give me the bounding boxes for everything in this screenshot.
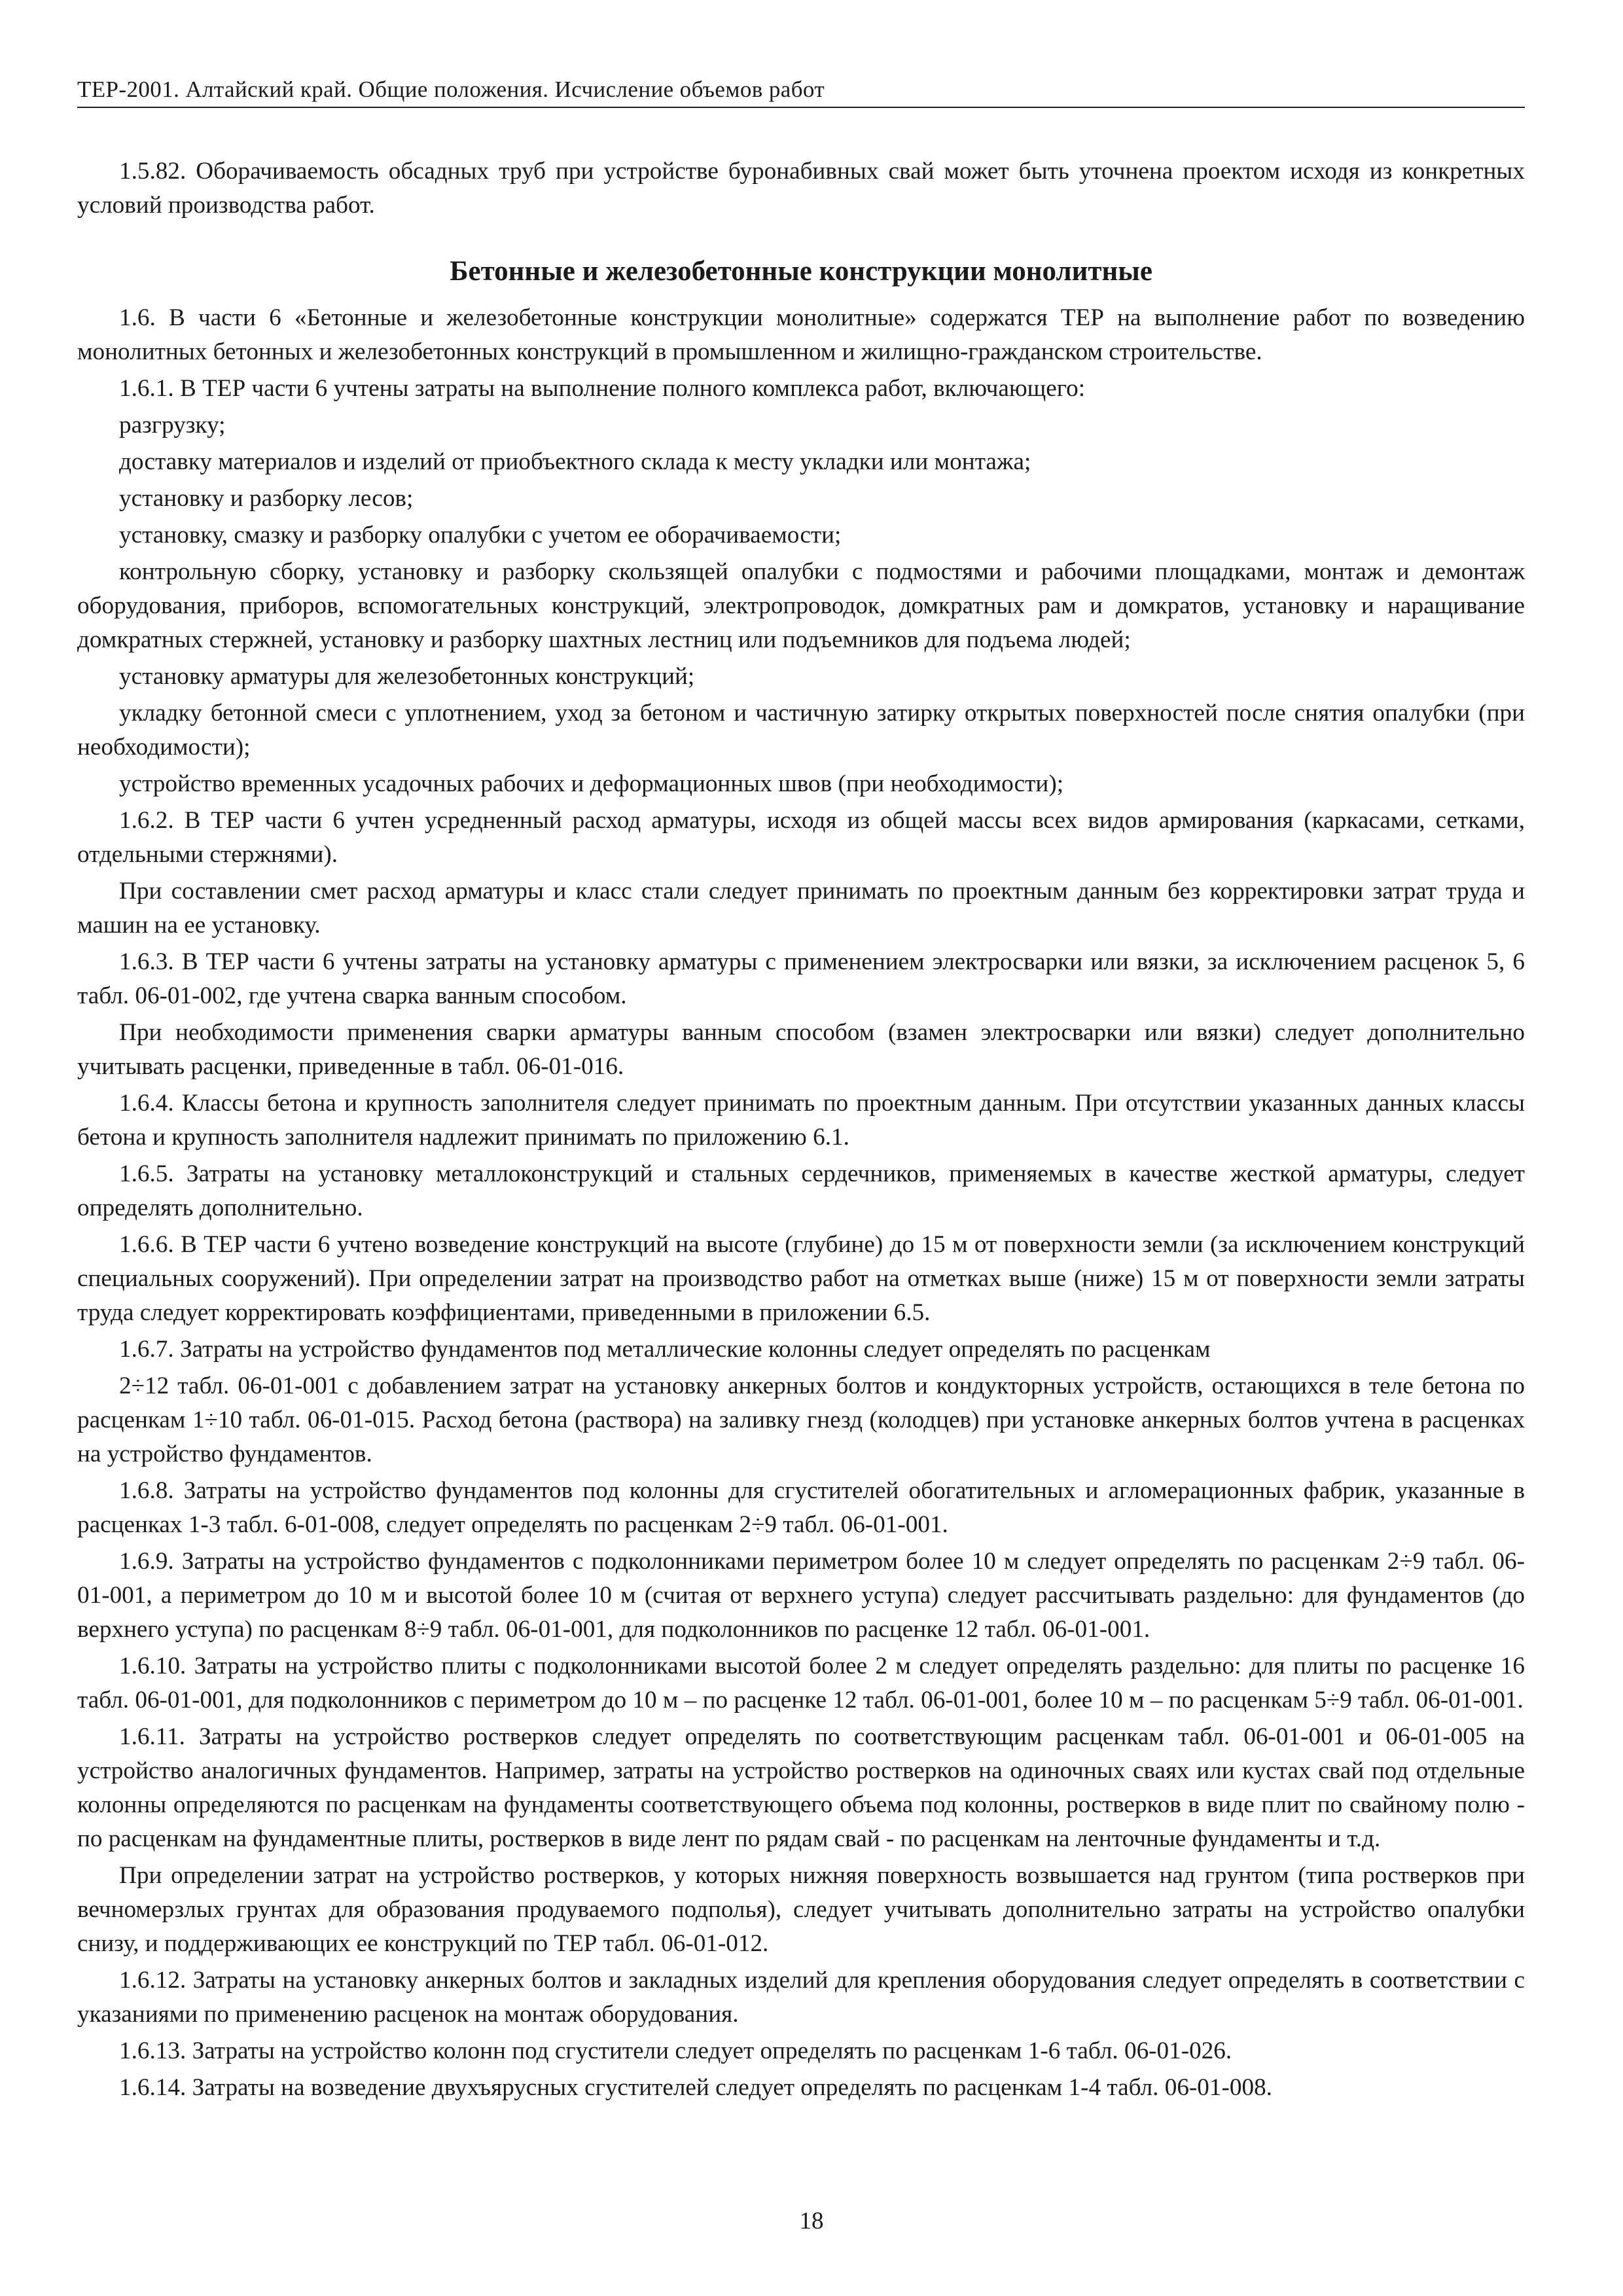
paragraph-1-6-7-cont: 2÷12 табл. 06-01-001 с добавлением затрат на установку анкерных болтов и кондукторных устройств, остающихся в теле бетона по расценкам 1÷10 табл. 06-01-015. Расход бетона (раствора) на заливку гнезд (колодцев) при установке анкерных болтов учтена в расценках на устройство фундаментов. bbox=[77, 1372, 1525, 1467]
paragraph-1-6-13: 1.6.13. Затраты на устройство колонн под сгустители следует определять по расценкам 1-6 табл. 06-01-026. bbox=[119, 2037, 1232, 2064]
list-item-scaffolding: установку и разборку лесов; bbox=[119, 485, 414, 512]
paragraph-1-6-1: 1.6.1. В ТЕР части 6 учтены затраты на выполнение полного комплекса работ, включающего: bbox=[119, 375, 1086, 402]
paragraph-1-6-7: 1.6.7. Затраты на устройство фундаментов под металлические колонны следует определять по расценкам bbox=[119, 1336, 1211, 1363]
paragraph-1-6-9: 1.6.9. Затраты на устройство фундаментов с подколонниками периметром более 10 м следует определять по расценкам 2÷9 табл. 06-01-001, а периметром до 10 м и высотой более 10 м (считая от верхнего уступа) следует рассчитывать раздельно: для фундаментов (до верхнего уступа) по расценкам 8÷9 табл. 06-01-001, для подколонников по расценке 12 табл. 06-01-001. bbox=[77, 1548, 1525, 1643]
paragraph-1-6-4: 1.6.4. Классы бетона и крупность заполнителя следует принимать по проектным данным. При отсутствии указанных данных классы бетона и крупность заполнителя надлежит принимать по приложению 6.1. bbox=[77, 1090, 1525, 1151]
paragraph-1-6-3: 1.6.3. В ТЕР части 6 учтены затраты на установку арматуры с применением электросварки или вязки, за исключением расценок 5, 6 табл. 06-01-002, где учтена сварка ванным способом. bbox=[77, 948, 1525, 1009]
list-item-delivery: доставку материалов и изделий от приобъектного склада к месту укладки или монтажа; bbox=[119, 448, 1031, 475]
section-title: Бетонные и железобетонные конструкции монолитные bbox=[450, 256, 1152, 287]
paragraph-1-6-2: 1.6.2. В ТЕР части 6 учтен усредненный расход арматуры, исходя из общей массы всех видов армирования (каркасами, сетками, отдельными стержнями). bbox=[77, 807, 1525, 868]
paragraph-1-6-3-note: При необходимости применения сварки арматуры ванным способом (взамен электросварки или вязки) следует дополнительно учитывать расценки, приведенные в табл. 06-01-016. bbox=[77, 1019, 1525, 1080]
paragraph-1-6-11: 1.6.11. Затраты на устройство ростверков следует определять по соответствующим расценкам табл. 06-01-001 и 06-01-005 на устройство аналогичных фундаментов. Например, затраты на устройство ростверков на одиночных сваях или кустах свай под отдельные колонны определяются по расценкам на фундаменты соответствующего объема под колонны, ростверков в виде плит по свайному полю - по расценкам на фундаментные плиты, ростверков в виде лент по рядам свай - по расценкам на ленточные фундаменты и т.д. bbox=[77, 1723, 1525, 1852]
paragraph-1-6-11-note: При определении затрат на устройство ростверков, у которых нижняя поверхность возвышается над грунтом (типа ростверков при вечномерзлых грунтах для образования продуваемого подполья), следует учитывать дополнительно затраты на устройство опалубки снизу, и поддерживающих ее конструкций по ТЕР табл. 06-01-012. bbox=[77, 1862, 1525, 1957]
list-item-joints: устройство временных усадочных рабочих и деформационных швов (при необходимости); bbox=[119, 770, 1064, 797]
paragraph-1-6-6: 1.6.6. В ТЕР части 6 учтено возведение конструкций на высоте (глубине) до 15 м от поверхности земли (за исключением конструкций специальных сооружений). При определении затрат на производство работ на отметках выше (ниже) 15 м от поверхности земли затраты труда следует корректировать коэффициентами, приведенными в приложении 6.5. bbox=[77, 1231, 1525, 1326]
document-body bbox=[77, 154, 1525, 2105]
paragraph-1-6-14: 1.6.14. Затраты на возведение двухъярусных сгустителей следует определять по расценкам 1-4 табл. 06-01-008. bbox=[119, 2074, 1272, 2101]
list-item-formwork: установку, смазку и разборку опалубки с учетом ее оборачиваемости; bbox=[119, 522, 842, 548]
paragraph-1-6-12: 1.6.12. Затраты на установку анкерных болтов и закладных изделий для крепления оборудования следует определять в соответствии с указаниями по применению расценок на монтаж оборудования. bbox=[77, 1967, 1525, 2028]
running-header: ТЕР-2001. Алтайский край. Общие положения. Исчисление объемов работ bbox=[77, 73, 1525, 108]
list-item-unloading: разгрузку; bbox=[119, 412, 226, 439]
list-item-sliding-formwork: контрольную сборку, установку и разборку скользящей опалубки с подмостями и рабочими площадками, монтаж и демонтаж оборудования, приборов, вспомогательных конструкций, электропроводок, домкратных рам и домкратов, установку и наращивание домкратных стержней, установку и разборку шахтных лестниц или подъемников для подъема людей; bbox=[77, 558, 1525, 653]
page-number: 18 bbox=[799, 2208, 824, 2234]
paragraph-1-6: 1.6. В части 6 «Бетонные и железобетонные конструкции монолитные» содержатся ТЕР на выполнение работ по возведению монолитных бетонных и железобетонных конструкций в промышленном и жилищно-гражданском строительстве. bbox=[77, 304, 1525, 365]
paragraph-1-6-2-note: При составлении смет расход арматуры и класс стали следует принимать по проектным данным без корректировки затрат труда и машин на ее установку. bbox=[77, 878, 1525, 939]
paragraph-1-6-8: 1.6.8. Затраты на устройство фундаментов под колонны для сгустителей обогатительных и агломерационных фабрик, указанные в расценках 1-3 табл. 6-01-008, следует определять по расценкам 2÷9 табл. 06-01-001. bbox=[77, 1477, 1525, 1538]
list-item-concrete-laying: укладку бетонной смеси с уплотнением, уход за бетоном и частичную затирку открытых поверхностей после снятия опалубки (при необходимости); bbox=[77, 700, 1525, 761]
list-item-reinforcement: установку арматуры для железобетонных конструкций; bbox=[119, 663, 695, 690]
paragraph-1-5-82: 1.5.82. Оборачиваемость обсадных труб при устройстве буронабивных свай может быть уточнена проектом исходя из конкретных условий производства работ. bbox=[77, 158, 1525, 219]
paragraph-1-6-10: 1.6.10. Затраты на устройство плиты с подколонниками высотой более 2 м следует определять раздельно: для плиты по расценке 16 табл. 06-01-001, для подколонников с периметром до 10 м – по расценке 12 табл. 06-01-001, более 10 м – по расценкам 5÷9 табл. 06-01-001. bbox=[77, 1653, 1525, 1713]
paragraph-1-6-5: 1.6.5. Затраты на установку металлоконструкций и стальных сердечников, применяемых в качестве жесткой арматуры, следует определять дополнительно. bbox=[77, 1160, 1525, 1221]
